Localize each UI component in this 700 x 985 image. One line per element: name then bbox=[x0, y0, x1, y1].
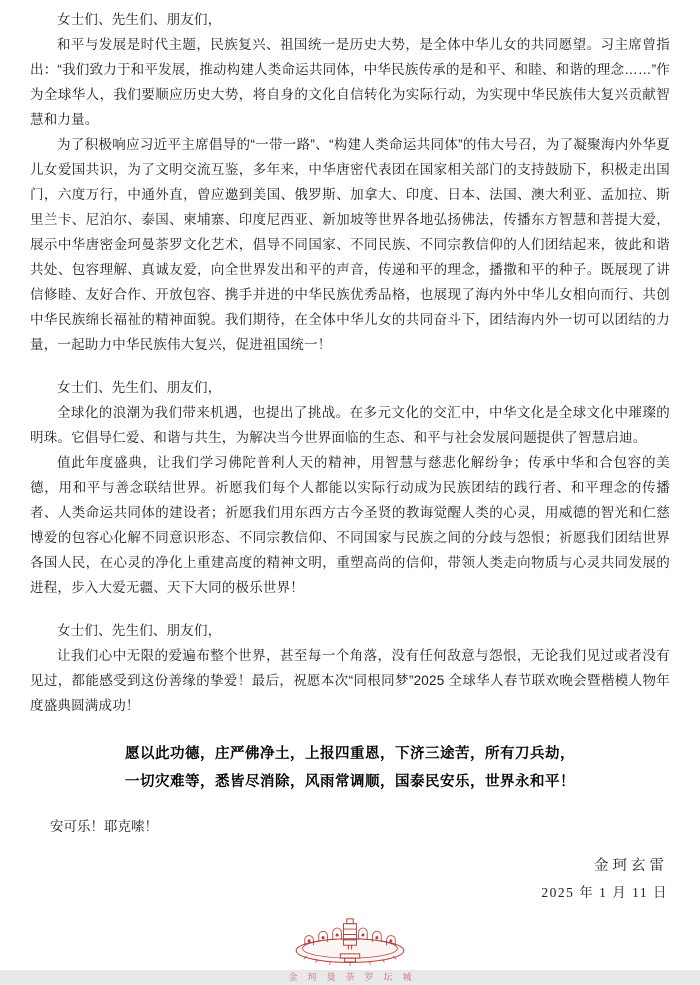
mandala-emblem-icon bbox=[294, 917, 406, 967]
signature-name: 金珂玄雷 bbox=[594, 858, 668, 874]
document-body bbox=[30, 7, 670, 839]
body-paragraph: 为了积极响应习近平主席倡导的“一带一路”、“构建人类命运共同体”的伟大号召，为了凝聚海内外华夏儿女爱国共识，为了文明交流互鉴，多年来，中华唐密代表团在国家相关部门的支持鼓励下，积极走出国门，六度万行，中通外直，曾应邀到美国、俄罗斯、加拿大、印度、日本、法国、澳大利亚、孟加拉、斯里兰卡、尼泊尔、泰国、柬埔寨、印度尼西亚、新加坡等世界各地弘扬佛法，传播东方智慧和菩提大爱，展示中华唐密金珂曼荼罗文化艺术，倡导不同国家、不同民族、不同宗教信仰的人们团结起来，彼此和谐共处、包容理解、真诚友爱，向全世界发出和平的声音，传递和平的理念，播撒和平的种子。既展现了讲信修睦、友好合作、开放包容、携手并进的中华民族优秀品格，也展现了海内外中华儿女相向而行、共创中华民族绵长福祉的精神面貌。我们期待，在全体中华儿女的共同奋斗下，团结海内外一切可以团结的力量，一起助力中华民族伟大复兴，促进祖国统一！ bbox=[30, 137, 670, 352]
paragraph-spacer bbox=[30, 357, 670, 375]
greeting-line: 女士们、先生们、朋友们， bbox=[57, 623, 222, 638]
body-paragraph: 全球化的浪潮为我们带来机遇，也提出了挑战。在多元文化的交汇中，中华文化是全球文化中璀璨的明珠。它倡导仁爱、和谐与共生，为解决当今世界面临的生态、和平与社会发展问题提供了智慧启迪。 bbox=[30, 405, 670, 445]
greeting-line: 女士们、先生们、朋友们， bbox=[57, 12, 222, 27]
paragraph-spacer bbox=[30, 718, 670, 740]
body-paragraph: 和平与发展是时代主题，民族复兴、祖国统一是历史大势，是全体中华儿女的共同愿望。习主席曾指出：“我们致力于和平发展，推动构建人类命运共同体，中华民族传承的是和平、和睦、和谐的理念……”作为全球华人，我们要顺应历史大势，将自身的文化自信转化为实际行动，为实现中华民族伟大复兴贡献智慧和力量。 bbox=[30, 37, 670, 127]
greeting-line: 女士们、先生们、朋友们， bbox=[57, 380, 222, 395]
signature-date: 2025 年 1 月 11 日 bbox=[541, 885, 668, 900]
blessing-couplet bbox=[30, 740, 670, 796]
paragraph-spacer bbox=[30, 796, 670, 814]
paragraph-spacer bbox=[30, 600, 670, 618]
seal-area bbox=[30, 917, 670, 985]
exclaim-line: 安可乐！耶克嗦！ bbox=[50, 819, 158, 834]
signoff-block bbox=[30, 853, 670, 907]
blessing-line: 一切灾难等，悉皆尽消除，风雨常调顺，国泰民安乐，世界永和平！ bbox=[125, 774, 575, 790]
seal-text: 金珂曼荼罗坛城 bbox=[288, 972, 422, 982]
blessing-line: 愿以此功德，庄严佛净土，上报四重恩，下济三途苦，所有刀兵劫， bbox=[125, 746, 575, 762]
body-paragraph: 值此年度盛典，让我们学习佛陀普利人天的精神，用智慧与慈悲化解纷争；传承中华和合包容的美德，用和平与善念联结世界。祈愿我们每个人都能以实际行动成为民族团结的践行者、和平理念的传播者、人类命运共同体的建设者；祈愿我们用东西方古今圣贤的教诲觉醒人类的心灵，用威德的智光和仁慈博爱的包容心化解不同意识形态、不同宗教信仰、不同国家与民族之间的分歧与怨恨；祈愿我们团结世界各国人民，在心灵的净化上重建高度的精神文明，重塑高尚的信仰，带领人类走向物质与心灵共同发展的进程，步入大爱无疆、天下大同的极乐世界！ bbox=[30, 455, 670, 595]
body-paragraph: 让我们心中无限的爱遍布整个世界，甚至每一个角落，没有任何敌意与怨恨，无论我们见过或者没有见过，都能感受到这份善缘的挚爱！最后，祝愿本次“同根同梦”2025 全球华人春节联欢晚会暨楷模人物年度盛典圆满成功！ bbox=[30, 648, 670, 713]
